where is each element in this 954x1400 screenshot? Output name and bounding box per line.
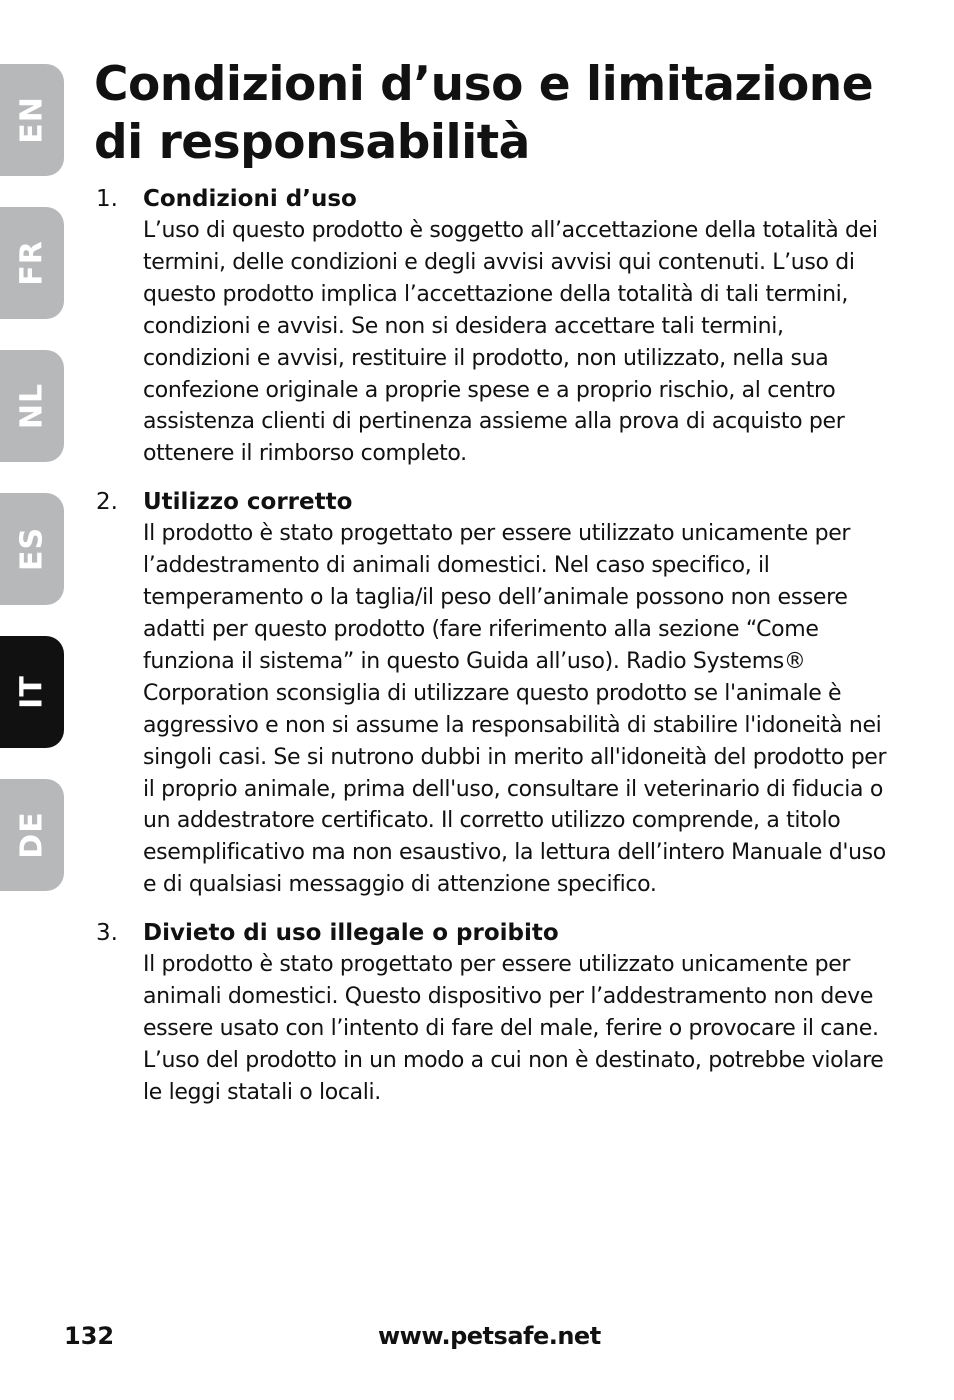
page-number: 132 xyxy=(64,1322,115,1350)
tab-it-label: IT xyxy=(14,675,50,709)
tab-es[interactable] xyxy=(0,493,64,605)
section-number: 1. xyxy=(96,186,118,212)
sections-list xyxy=(96,183,896,1125)
tab-en-label: EN xyxy=(14,96,50,144)
tab-es-label: ES xyxy=(14,526,50,572)
tab-it[interactable] xyxy=(0,636,64,748)
section-conditions-of-use xyxy=(96,183,896,470)
tab-en[interactable] xyxy=(0,64,64,176)
section-heading: Condizioni d’uso xyxy=(143,186,357,212)
tab-nl[interactable] xyxy=(0,350,64,462)
tab-nl-label: NL xyxy=(14,382,50,430)
section-correct-use xyxy=(96,486,896,901)
tab-fr[interactable] xyxy=(0,207,64,319)
section-number: 3. xyxy=(96,920,118,947)
section-body: Il prodotto è stato progettato per essere utilizzato unicamente per l’addestramento di animali domestici. Nel caso specifico, il temperamento o la taglia/il peso dell’animale possono non essere adatti per questo prodotto (fare riferimento alla sezione “Come funziona il sistema” in questo Guida all’uso). Radio Systems® Corporation sconsiglia di utilizzare questo prodotto se l'animale è aggressivo e non si assume la responsabilità di stabilire l'idoneità nei singoli casi. Se si nutrono dubbi in merito all'idoneità del prodotto per il proprio animale, prima dell'uso, consultare il veterinario di fiducia o un addestratore certificato. Il corretto utilizzo comprende, a titolo esemplificativo ma non esaustivo, la lettura dell’intero Manuale d'uso e di qualsiasi messaggio di attenzione specifico. xyxy=(143,521,887,898)
section-body: L’uso di questo prodotto è soggetto all’accettazione della totalità dei termini, delle condizioni e degli avvisi avvisi qui contenuti. L’uso di questo prodotto implica l’accettazione della totalità di tali termini, condizioni e avvisi. Se non si desidera accettare tali termini, condizioni e avvisi, restituire il prodotto, non utilizzato, nella sua confezione originale a proprie spese e a proprio rischio, al centro assistenza clienti di pertinenza assieme alla prova di acquisto per ottenere il rimborso completo. xyxy=(143,218,878,467)
section-heading: Utilizzo corretto xyxy=(143,489,353,516)
tab-de-label: DE xyxy=(14,811,50,859)
website-link[interactable]: www.petsafe.net xyxy=(378,1322,601,1350)
section-body: Il prodotto è stato progettato per essere utilizzato unicamente per animali domestici. Questo dispositivo per l’addestramento non deve essere usato con l’intento di fare del male, ferire o provocare il cane. L’uso del prodotto in un modo a cui non è destinato, potrebbe violare le leggi statali o locali. xyxy=(143,952,884,1105)
section-heading: Divieto di uso illegale o proibito xyxy=(143,920,559,947)
section-illegal-use xyxy=(96,917,896,1109)
page-title: Condizioni d’uso e limitazione di responsabilità xyxy=(94,57,874,170)
tab-de[interactable] xyxy=(0,779,64,891)
tab-fr-label: FR xyxy=(14,240,50,286)
section-number: 2. xyxy=(96,489,118,516)
